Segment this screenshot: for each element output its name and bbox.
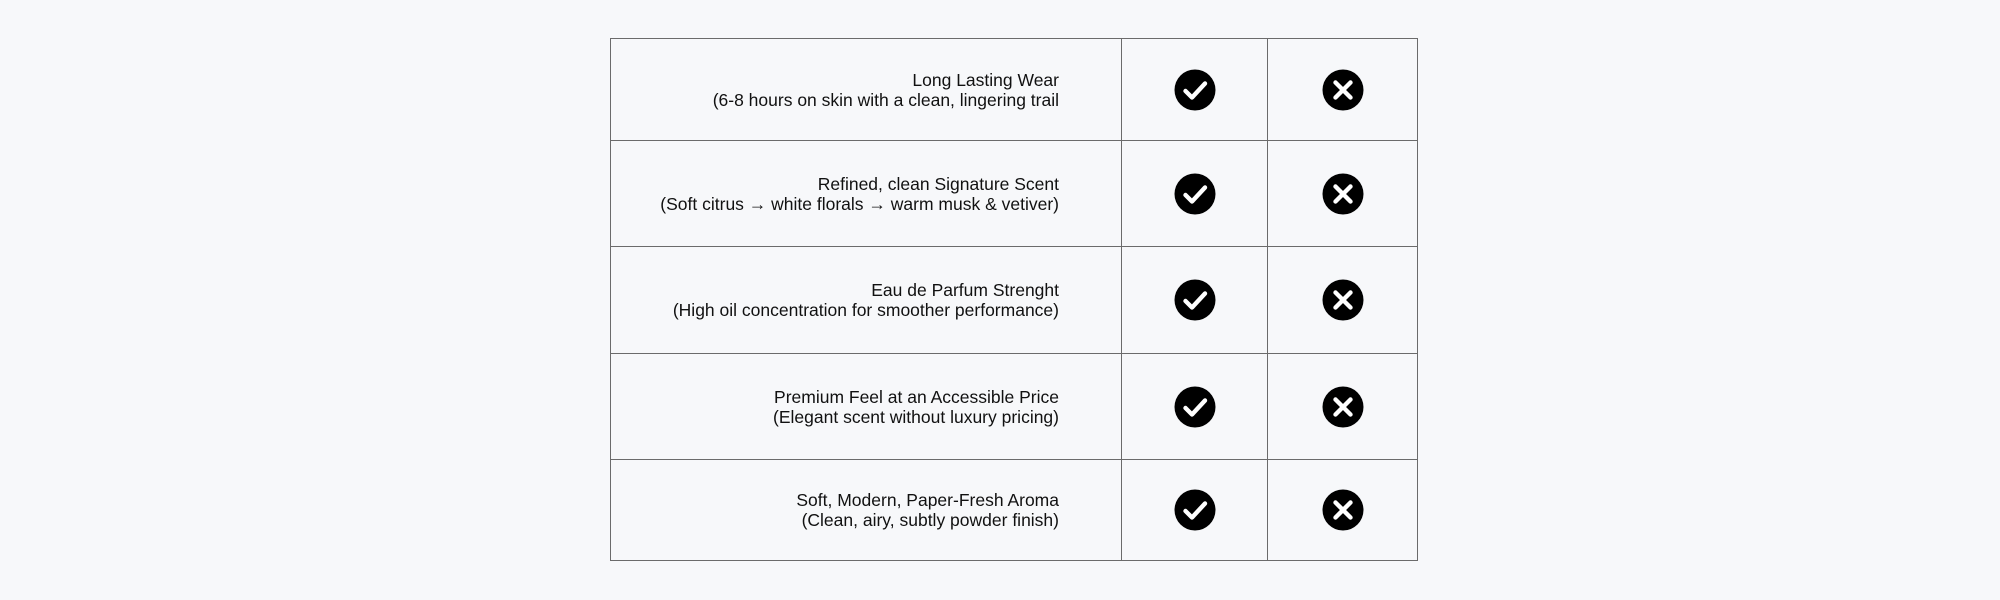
feature-cell <box>611 141 1122 247</box>
product-b-cell <box>1268 247 1417 354</box>
feature-cell <box>611 247 1122 354</box>
feature-title: Refined, clean Signature Scent <box>817 173 1059 194</box>
cross-icon <box>1322 173 1364 215</box>
cross-icon <box>1322 489 1364 531</box>
feature-cell <box>611 39 1122 141</box>
product-a-cell <box>1122 39 1268 141</box>
feature-cell <box>611 354 1122 460</box>
feature-description <box>713 70 1059 110</box>
feature-subtitle: (Clean, airy, subtly powder finish) <box>801 510 1059 530</box>
cross-icon <box>1322 386 1364 428</box>
product-a-cell <box>1122 460 1268 560</box>
feature-description <box>796 490 1059 530</box>
check-icon <box>1174 173 1216 215</box>
feature-title: Long Lasting Wear <box>912 69 1059 90</box>
product-b-cell <box>1268 39 1417 141</box>
check-icon <box>1174 386 1216 428</box>
product-b-cell <box>1268 354 1417 460</box>
check-icon <box>1174 489 1216 531</box>
product-b-cell <box>1268 460 1417 560</box>
feature-description <box>773 387 1059 427</box>
cross-icon <box>1322 279 1364 321</box>
check-icon <box>1174 69 1216 111</box>
product-a-cell <box>1122 247 1268 354</box>
feature-title: Eau de Parfum Strenght <box>871 280 1059 300</box>
feature-description <box>660 174 1059 214</box>
feature-subtitle: (High oil concentration for smoother performance) <box>672 300 1059 320</box>
check-icon <box>1174 279 1216 321</box>
cross-icon <box>1322 69 1364 111</box>
comparison-table <box>610 38 1418 561</box>
feature-subtitle: (Elegant scent without luxury pricing) <box>773 406 1059 427</box>
feature-title: Soft, Modern, Paper-Fresh Aroma <box>796 490 1059 510</box>
feature-subtitle: (Soft citrus → white florals → warm musk & vetiver) <box>660 193 1059 214</box>
product-b-cell <box>1268 141 1417 247</box>
feature-title: Premium Feel at an Accessible Price <box>774 386 1059 407</box>
product-a-cell <box>1122 354 1268 460</box>
product-a-cell <box>1122 141 1268 247</box>
feature-subtitle: (6-8 hours on skin with a clean, lingering trail <box>712 89 1059 110</box>
feature-cell <box>611 460 1122 560</box>
feature-description <box>673 280 1059 320</box>
